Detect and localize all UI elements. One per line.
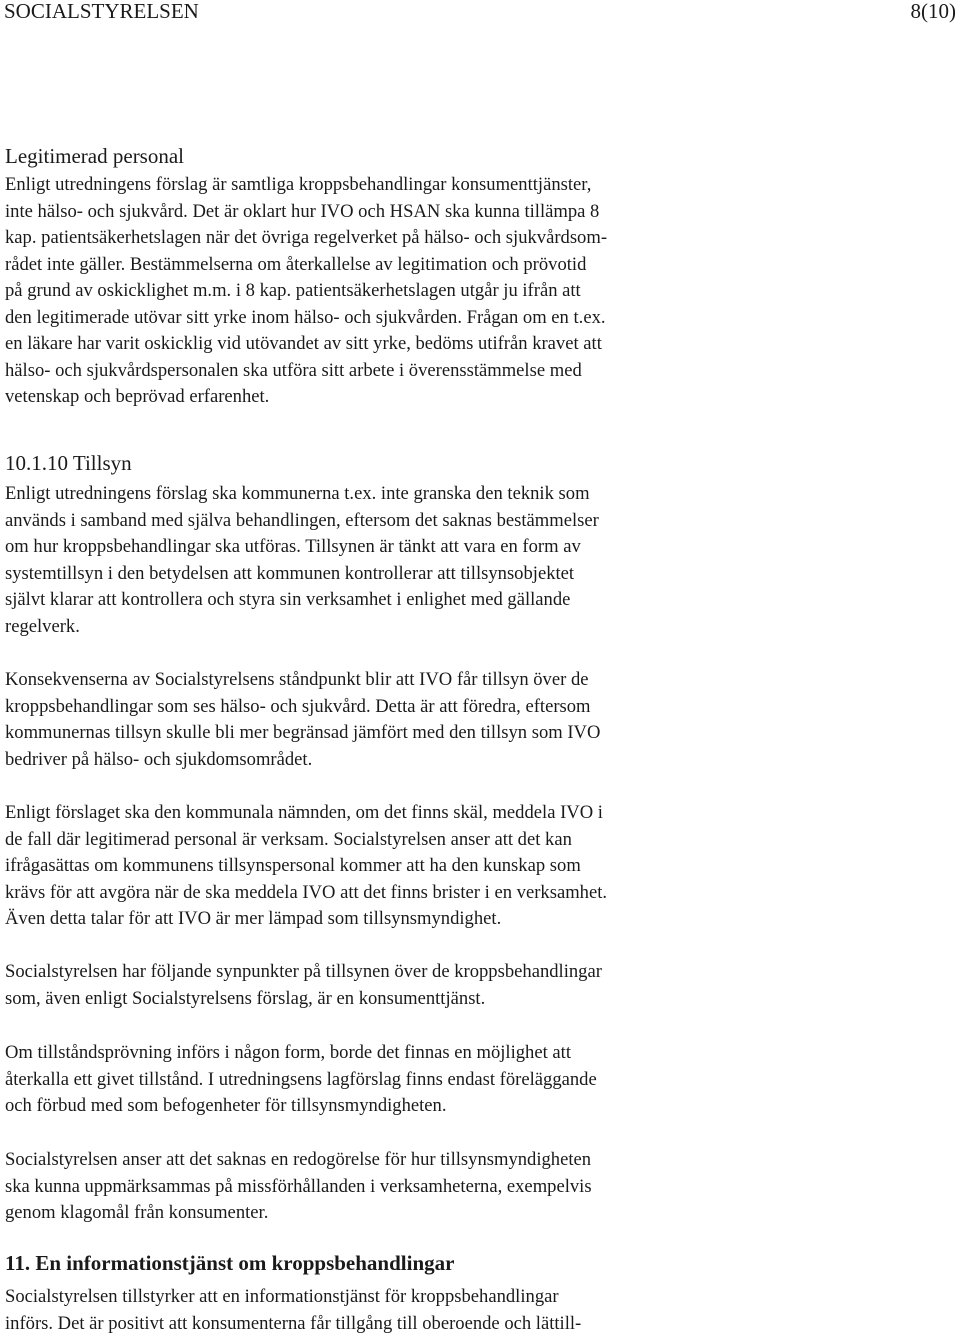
text-line: Socialstyrelsen tillstyrker att en informationstjänst för kroppsbehandlingar bbox=[5, 1286, 559, 1307]
text-line: ska kunna uppmärksammas på missförhållanden i verksamheterna, exempelvis bbox=[5, 1175, 592, 1197]
text-line: regelverk. bbox=[5, 615, 80, 637]
text-line: Enligt utredningens förslag är samtliga kroppsbehandlingar konsumenttjänster, bbox=[5, 174, 592, 195]
text-line: den legitimerade utövar sitt yrke inom hälso- och sjukvården. Frågan om en t.ex. bbox=[5, 306, 606, 328]
section-heading-legitimerad-personal: Legitimerad personal bbox=[5, 144, 185, 168]
paragraph-tillsyn-2 bbox=[5, 667, 955, 773]
paragraph-tillsyn-1 bbox=[5, 481, 955, 640]
paragraph-tillsyn-3 bbox=[5, 800, 955, 933]
paragraph-informationstjanst bbox=[5, 1284, 955, 1337]
organization-name: SOCIALSTYRELSEN bbox=[4, 0, 199, 23]
text-line: bedriver på hälso- och sjukdomsområdet. bbox=[5, 748, 313, 770]
text-line: kap. patientsäkerhetslagen när det övriga regelverket på hälso- och sjukvårdsom- bbox=[5, 227, 608, 248]
text-line: Socialstyrelsen har följande synpunkter på tillsynen över de kroppsbehandlingar bbox=[5, 961, 602, 982]
paragraph-legitimerad-personal bbox=[5, 172, 955, 411]
text-line: systemtillsyn i den betydelsen att kommunen kontrollerar att tillsynsobjektet bbox=[5, 562, 575, 584]
text-line: självt klarar att kontrollera och styra sin verksamhet i enlighet med gällande bbox=[5, 589, 571, 610]
text-line: krävs för att avgöra när de ska meddela IVO att det finns brister i en verksamhet. bbox=[5, 881, 608, 903]
text-line: som, även enligt Socialstyrelsens förslag, är en konsumenttjänst. bbox=[5, 987, 486, 1009]
text-line: Enligt utredningens förslag ska kommunerna t.ex. inte granska den teknik som bbox=[5, 483, 590, 504]
paragraph-tillsyn-6 bbox=[5, 1147, 955, 1227]
text-line: kommunernas tillsyn skulle bli mer begränsad jämfört med den tillsyn som IVO bbox=[5, 722, 601, 743]
text-line: Socialstyrelsen anser att det saknas en redogörelse för hur tillsynsmyndigheten bbox=[5, 1149, 592, 1170]
page-header bbox=[4, 0, 956, 24]
text-line: hälso- och sjukvårdspersonalen ska utföra sitt arbete i överensstämmelse med bbox=[5, 359, 582, 381]
text-line: och förbud med som befogenheter för tillsynsmyndigheten. bbox=[5, 1095, 447, 1116]
text-line: ifrågasättas om kommunens tillsynspersonal kommer att ha den kunskap som bbox=[5, 855, 581, 876]
section-heading-informationstjanst: 11. En informationstjänst om kroppsbehandlingar bbox=[5, 1251, 455, 1275]
text-line: införs. Det är positivt att konsumenterna får tillgång till oberoende och lättill- bbox=[5, 1312, 582, 1334]
paragraph-tillsyn-4 bbox=[5, 959, 955, 1012]
section-heading-tillsyn: 10.1.10 Tillsyn bbox=[5, 451, 132, 475]
text-line: om hur kroppsbehandlingar ska utföras. Tillsynen är tänkt att vara en form av bbox=[5, 536, 581, 557]
paragraph-tillsyn-5 bbox=[5, 1040, 955, 1120]
text-line: vetenskap och beprövad erfarenhet. bbox=[5, 386, 270, 407]
text-line: inte hälso- och sjukvård. Det är oklart hur IVO och HSAN ska kunna tillämpa 8 bbox=[5, 200, 600, 222]
text-line: de fall där legitimerad personal är verksam. Socialstyrelsen anser att det kan bbox=[5, 828, 572, 850]
text-line: en läkare har varit oskicklig vid utövandet av sitt yrke, bedöms utifrån kravet att bbox=[5, 333, 602, 354]
text-line: Även detta talar för att IVO är mer lämpad som tillsynsmyndighet. bbox=[5, 908, 502, 929]
page-number: 8(10) bbox=[910, 0, 956, 23]
text-line: används i samband med själva behandlingen, eftersom det saknas bestämmelser bbox=[5, 509, 599, 531]
text-line: genom klagomål från konsumenter. bbox=[5, 1202, 269, 1223]
text-line: Om tillståndsprövning införs i någon form, borde det finnas en möjlighet att bbox=[5, 1042, 571, 1063]
text-line: kroppsbehandlingar som ses hälso- och sjukvård. Detta är att föredra, eftersom bbox=[5, 695, 591, 717]
text-line: återkalla ett givet tillstånd. I utredningsens lagförslag finns endast föreläggande bbox=[5, 1068, 597, 1090]
text-line: Konsekvenserna av Socialstyrelsens ståndpunkt blir att IVO får tillsyn över de bbox=[5, 669, 589, 690]
text-line: Enligt förslaget ska den kommunala nämnden, om det finns skäl, meddela IVO i bbox=[5, 802, 603, 823]
text-line: på grund av oskicklighet m.m. i 8 kap. patientsäkerhetslagen utgår ju ifrån att bbox=[5, 280, 581, 301]
text-line: rådet inte gäller. Bestämmelserna om återkallelse av legitimation och prövotid bbox=[5, 253, 587, 275]
